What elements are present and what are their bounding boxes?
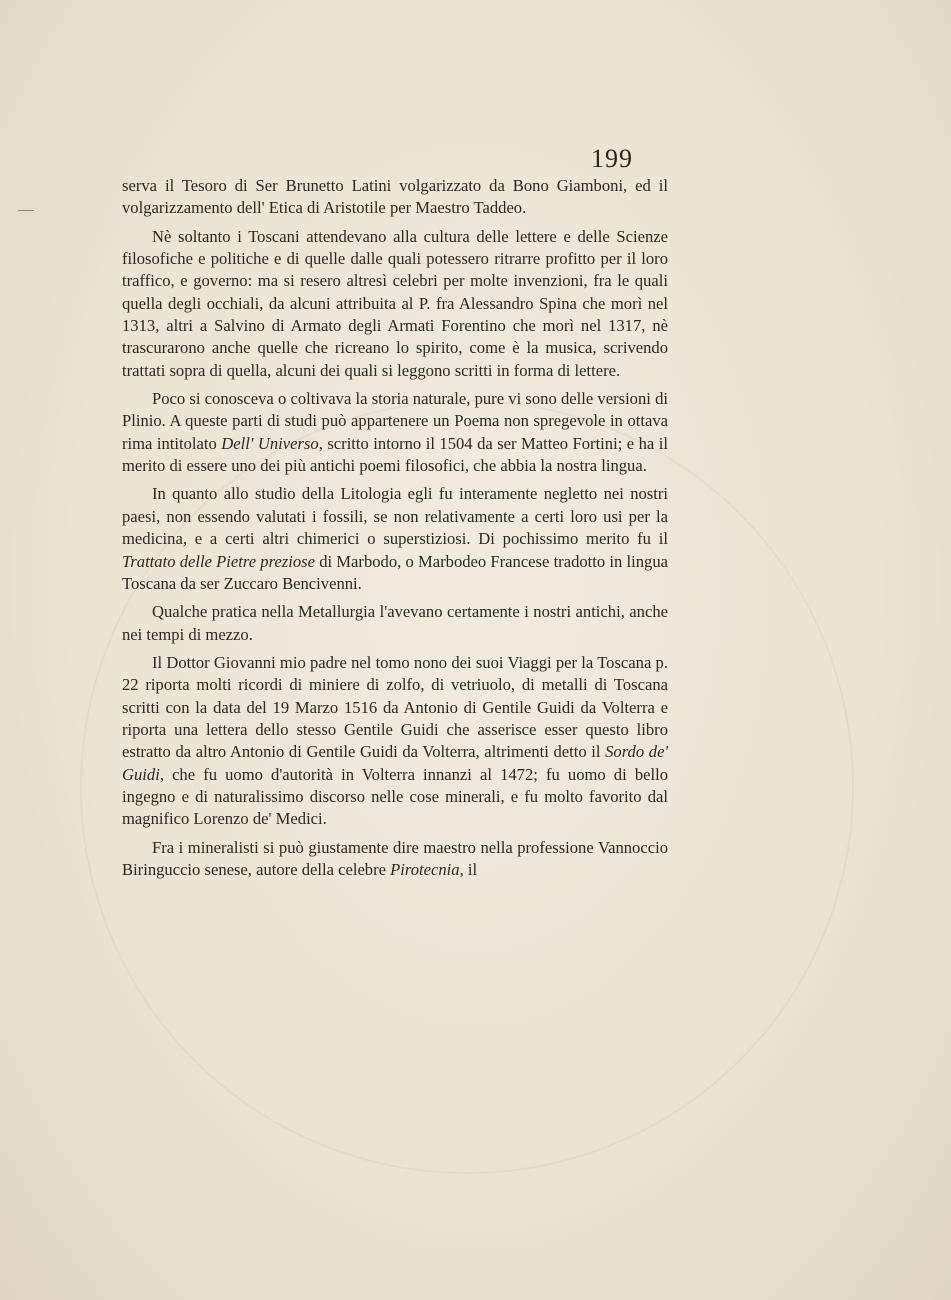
- italic-title: Trattato delle Pietre preziose: [122, 551, 315, 571]
- paragraph: [122, 652, 668, 831]
- paragraph: [122, 388, 668, 477]
- text-run: , scritto intorno il 1504 da ser Matteo Fortini; e ha il merito di essere uno dei più antichi poemi filosofici, che abbia la nostra lingua.: [122, 433, 668, 476]
- paragraph: [122, 837, 668, 882]
- text-run: Fra i mineralisti si può giustamente dire maestro nella professione Vannoccio Biringuccio senese, autore della celebre: [122, 837, 668, 879]
- text-run: di Marbodo, o Marbodeo Francese tradotto in lingua Toscana da ser Zuccaro Bencivenni.: [122, 551, 668, 593]
- paragraph: [122, 226, 668, 382]
- text-run: , il: [459, 859, 478, 879]
- text-run: serva il Tesoro di Ser Brunetto Latini volgarizzato da Bono Giamboni, ed il volgarizzamento dell' Etica di Aristotile per Maestro Taddeo.: [122, 176, 668, 218]
- paragraph: [122, 175, 668, 220]
- italic-title: Sordo de' Guidi: [122, 742, 669, 784]
- text-run: Il Dottor Giovanni mio padre nel tomo nono dei suoi Viaggi per la Toscana p. 22 riporta molti ricordi di miniere di zolfo, di vetriuolo, di metalli di Toscana scritti con la data del 19 Marzo 1516 da Antonio di Gentile Guidi da Volterra e riporta una lettera dello stesso Gentile Guidi che asserisce esser questo libro estratto da altro Antonio di Gentile Guidi da Volterra, altrimenti detto il: [122, 652, 668, 762]
- text-run: , che fu uomo d'autorità in Volterra innanzi al 1472; fu uomo di bello ingegno e di naturalissimo discorso nelle cose minerali, e fu molto favorito dal magnifico Lorenzo de' Medici.: [122, 764, 668, 829]
- body-text: [122, 175, 668, 881]
- text-run: In quanto allo studio della Litologia egli fu interamente negletto nei nostri paesi, non essendo valutati i fossili, se non relativamente a certi loro usi per la medicina, e a certi altri chimerici o superstiziosi. Di pochissimo merito fu il: [122, 484, 668, 549]
- margin-mark: [18, 210, 34, 211]
- paragraph: [122, 601, 668, 646]
- italic-title: Dell' Universo: [221, 433, 319, 453]
- italic-title: Pirotecnia: [390, 859, 460, 879]
- text-run: Qualche pratica nella Metallurgia l'avevano certamente i nostri antichi, anche nei tempi di mezzo.: [122, 602, 668, 644]
- page-number: 199: [591, 144, 633, 173]
- paragraph: [122, 483, 668, 595]
- text-run: Poco si conosceva o coltivava la storia naturale, pure vi sono delle versioni di Plinio. A queste parti di studi può appartenere un Poema non spregevole in ottava rima intitolato: [122, 389, 668, 453]
- text-run: Nè soltanto i Toscani attendevano alla cultura delle lettere e delle Scienze filosofiche e politiche e di quelle dalle quali potessero ritrarre profitto per il loro traffico, e governo: ma si resero altresì celebri per molte invenzioni, fra le quali quella degli occhiali, da alcuni attribuita al P. fra Alessandro Spina che morì nel 1313, altri a Salvino di Armato degli Armati Forentino che morì nel 1317, nè trascurarono anche quelle che ricreano lo spirito, come è la musica, scrivendo trattati sopra di quella, alcuni dei quali si leggono scritti in forma di lettere.: [122, 226, 668, 380]
